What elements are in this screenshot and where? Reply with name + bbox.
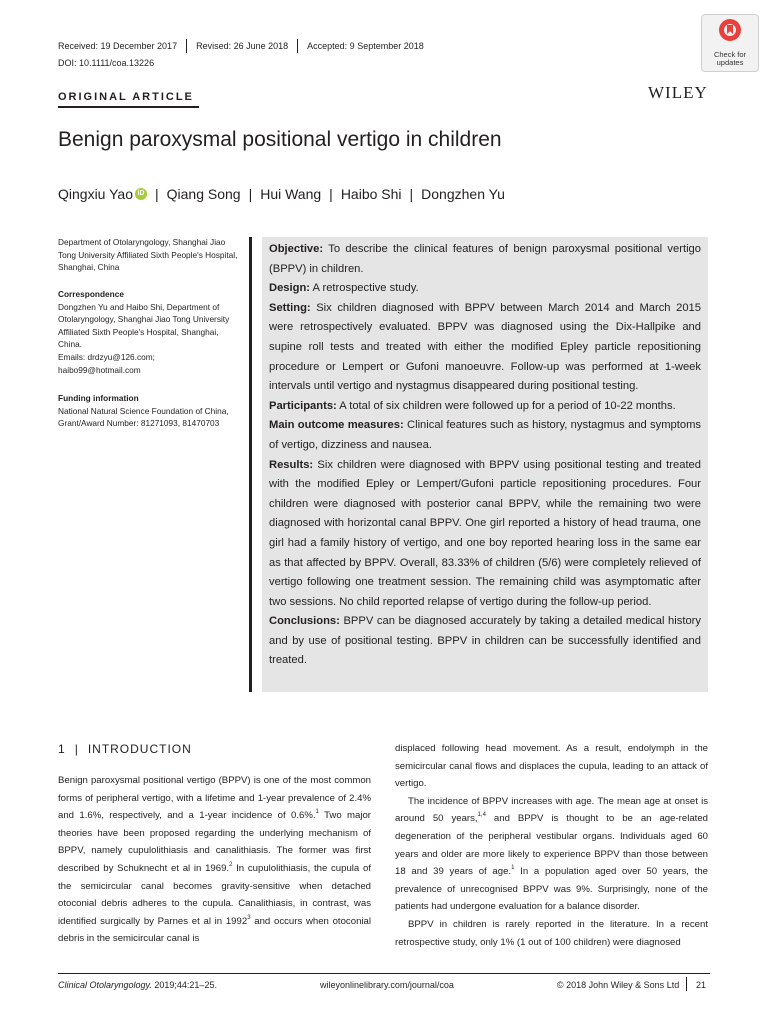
badge-line-1: Check for [713,50,747,59]
email-line[interactable]: Emails: drdzyu@126.com; [58,351,155,362]
body-text: and BPPV is thought to be an age-related degeneration of the peripheral vestibular organs. Individuals aged 60 years and older are more likely to experience BPPV than those between 18 and 39 years of age. [395,813,709,878]
article-title: Benign paroxysmal positional vertigo in children [58,128,502,151]
author-separator: | [409,186,414,202]
abstract-objective [269,240,701,279]
body-text: The incidence of BPPV increases with age. The mean age at onset is around 50 years, [395,795,708,825]
abstract-text: To describe the clinical features of benign paroxysmal positional vertigo (BPPV) in children. [269,243,701,275]
journal-name: Clinical Otolaryngology. [58,980,152,990]
received-date: Received: 19 December 2017 [58,41,178,51]
abstract-label: Participants: [269,399,337,412]
author-name[interactable]: Hui Wang [260,186,322,202]
abstract-label: Main outcome measures: [269,419,404,432]
journal-citation [58,980,217,990]
abstract-text: Six children were diagnosed with BPPV using positional testing and treated with the modified Epley or Lempert/Gufoni particle repositioning procedures. Four children were diagnosed with posterior canal BPPV, while the remaining two were diagnosed with horizontal canal BPPV. One girl reported a history of head trauma, one girl had a family history of vertigo, and one boy reported hearing loss in the same ear as that affected by BPPV. Overall, 83.33% of children (5/6) were completely relieved of vertigo following one treatment session. The remaining child was asymptomatic after two sessions. No child reported relapse of vertigo during the follow-up period. [269,458,701,608]
body-column-right [395,740,708,951]
body-paragraph [395,793,708,916]
abstract [262,237,708,692]
abstract-setting [269,299,701,397]
body-paragraph [58,772,371,948]
article-type-underline [58,106,199,108]
body-text: Two major theories have been proposed regarding the underlying mechanism of BPPV, namely cupulolithiasis and canalithiasis. The former was first described by Schuknecht et al in 1969. [58,810,371,874]
author-separator: | [154,186,159,202]
funding-text: National Natural Science Foundation of China, Grant/Award Number: 81271093, 81470703 [58,405,229,429]
journal-url[interactable]: wileyonlinelibrary.com/journal/coa [320,980,454,990]
body-column-left [58,740,371,948]
copyright: © 2018 John Wiley & Sons Ltd [557,980,680,990]
body-paragraph: displaced following head movement. As a result, endolymph in the semicircular canal flows and displaces the cupula, leading to an attack of vertigo. [395,743,708,790]
abstract-label: Results: [269,458,314,471]
accepted-date: Accepted: 9 September 2018 [307,41,424,51]
section-separator: | [74,742,79,756]
correspondence-text: Dongzhen Yu and Haibo Shi, Department of Otolaryngology, Shanghai Jiao Tong University Affiliated Sixth People's Hospital, Shanghai, China. [58,301,230,350]
section-title: INTRODUCTION [87,742,192,756]
body-text: and occurs when otoconial debris in the semicircular canal is [58,915,372,945]
badge-line-2: updates [716,58,744,67]
publisher-logo: WILEY [648,83,708,102]
abstract-label: Setting: [269,301,311,314]
orcid-icon[interactable]: iD [135,188,147,200]
abstract-text: Six children diagnosed with BPPV between March 2014 and March 2015 were retrospectively evaluated. BPPV was diagnosed using the Dix-Hallpike and supine roll tests and treated with either the modified Epley particle repositioning procedure or Lempert or Gufoni manoeuvre. Follow-up was performed at 1-week intervals until vertigo and nystagmus disappeared during positional testing. [269,301,701,393]
body-paragraph: BPPV in children is rarely reported in the literature. In a recent retrospective study, only 1% (1 out of 100 children) were diagnosed [395,918,708,948]
body-text: In a population aged over 50 years, the prevalence of unrecognised BPPV was 9%. Surprisingly, none of the patients had undergone evaluation for a balance disorder. [395,866,709,913]
abstract-rule [249,237,252,692]
abstract-results [269,456,701,613]
body-text: In cupulolithiasis, the cupula of the semicircular canal becomes gravity-sensitive when detached otoconial debris adheres to the cupula. Canalithiasis, in contrast, was identified surgically by Parnes et al in 1992 [58,862,371,927]
abstract-outcome [269,416,701,455]
article-dates [58,39,424,53]
abstract-text: BPPV can be diagnosed accurately by taking a detailed medical history and by use of positional testing. BPPV in children can be successfully identified and treated. [269,615,701,667]
author-name[interactable]: Qingxiu Yao [58,186,133,202]
abstract-text: A total of six children were followed up for a period of 10-22 months. [339,399,676,412]
correspondence-heading: Correspondence [58,289,124,299]
page-number: 21 [696,980,707,990]
footer-rule [58,973,710,974]
footer-divider [686,977,687,991]
funding-heading: Funding information [58,393,139,403]
check-for-updates-badge[interactable] [701,14,759,72]
affiliation: Department of Otolaryngology, Shanghai Jiao Tong University Affiliated Sixth People's Hospital, Shanghai, China [58,237,238,273]
author-separator: | [248,186,253,202]
abstract-text: A retrospective study. [312,282,419,295]
email-line[interactable]: haibo99@hotmail.com [58,364,141,375]
abstract-label: Design: [269,282,311,295]
correspondence [58,288,244,376]
abstract-text: Clinical features such as history, nystagmus and symptoms of vertigo, dizziness and nausea. [269,419,702,451]
abstract-conclusions [269,612,701,671]
author-name[interactable]: Haibo Shi [340,186,402,202]
abstract-design [269,279,701,299]
reference-link[interactable]: 1 [511,865,515,872]
section-number: 1 [58,742,66,756]
author-name[interactable]: Qiang Song [166,186,241,202]
doi: DOI: 10.1111/coa.13226 [58,58,155,68]
reference-link[interactable]: 1 [315,809,319,816]
revised-date: Revised: 26 June 2018 [196,41,289,51]
article-type: ORIGINAL ARTICLE [58,91,194,103]
reference-link[interactable]: 1,4 [477,812,486,819]
reference-link[interactable]: 3 [247,914,251,921]
body-text: Benign paroxysmal positional vertigo (BPPV) is one of the most common forms of peripheral vertigo, with a lifetime and 1-year prevalence of 2.4% and 1.6%, respectively, and a 1-year incidence of 0.6%. [58,775,371,822]
section-heading [58,740,371,758]
abstract-participants [269,397,701,417]
author-separator: | [329,186,333,202]
author-name[interactable]: Dongzhen Yu [421,186,505,202]
author-list [58,186,505,202]
reference-link[interactable]: 2 [229,861,233,868]
abstract-label: Conclusions: [269,615,340,628]
abstract-label: Objective: [269,243,324,255]
divider [186,39,187,53]
funding-information [58,392,244,430]
divider [297,39,298,53]
citation-details: 2019;44:21–25. [151,980,217,990]
check-for-updates-icon [719,19,741,41]
